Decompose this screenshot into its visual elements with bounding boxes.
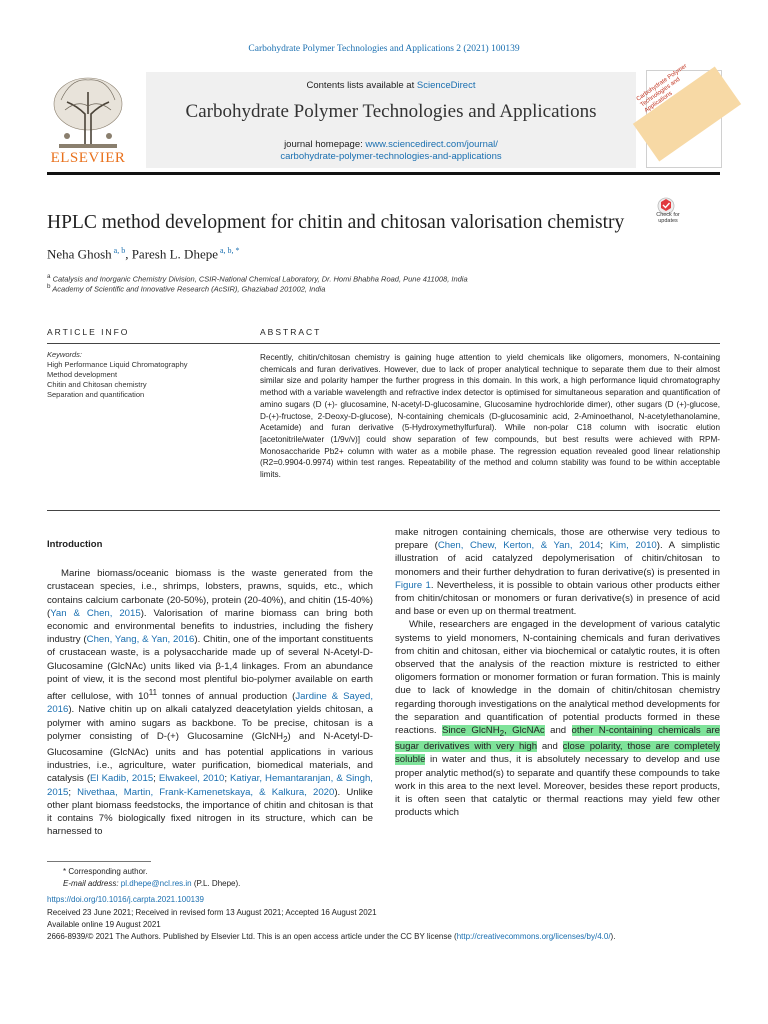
footnote-rule [47,861,151,862]
available-online: Available online 19 August 2021 [47,919,161,929]
text-highlight: other N-containing chemicals are sugar derivatives with very high [395,725,720,753]
citation-link[interactable]: Chen, Yang, & Yan, 2016 [86,634,195,646]
paper-title: HPLC method development for chitin and chitosan valorisation chemistry [47,212,625,233]
homepage-link-2[interactable]: carbohydrate-polymer-technologies-and-applications [280,151,502,162]
citation-link[interactable]: Jardine & Sayed, 2016 [47,691,373,716]
keyword-item: Chitin and Chitosan chemistry [47,380,147,389]
footnotes [47,866,727,943]
section-rule-bottom [47,510,720,511]
citation-link[interactable]: El Kadib, 2015 [90,773,154,785]
keyword-item: Method development [47,370,118,379]
citation-link[interactable]: Kim, 2010 [609,540,657,552]
received-dates: Received 23 June 2021; Received in revised form 13 August 2021; Accepted 16 August 2021 [47,907,377,917]
cover-title: Carbohydrate Polymer Technologies and Applications [635,63,689,115]
journal-cover [635,63,722,168]
license-line: 2666-8939/© 2021 The Authors. Published by Elsevier Ltd. This is an open access article under the CC BY license (http://creativecommons.org/licenses/by/4.0/). [47,932,616,942]
body-paragraph: While, researchers are engaged in the development of various catalytic systems to yield monomers, N-containing chemicals and furan derivatives from chitin and chitosan, either via biochemical or catalytic routes, it is often observed that the analysis of the reaction mixture is restricted to either oligomers formation or monomer formation or furan formation. This is mainly due to lack of knowledge in the domain of chitin/chitosan chemistry regarding thorough investigations on the analytical method developments for the separation and quantification of potential products formed in these reactions. Since GlcNH$_2$, GlcNAc and other N-containing chemicals are sugar derivatives with very high and close polarity, those are completely soluble in water and thus, it is absolutely necessary to develop and use proper analytic method(s) to separate and quantify these compounds to take work in this area to the next level. Moreover, besides these report products, it is often seen that catalytic or thermal reactions may yield few other products which [395,619,720,819]
email-note: E-mail address: pl.dhepe@ncl.res.in (P.L. Dhepe). [63,879,241,889]
introduction-heading: Introduction [47,539,103,550]
figure-link[interactable]: Figure 1 [395,579,431,591]
homepage-link-1[interactable]: www.sciencedirect.com/journal/ [365,139,498,150]
header-rule [47,172,720,175]
citation-link[interactable]: Chen, Chew, Kerton, & Yan, 2014 [437,540,601,552]
check-for-updates-label[interactable]: Check for updates [656,212,680,224]
text-highlight: close polarity, those are completely soluble [395,741,720,766]
keywords-label: Keywords: [47,350,83,359]
text-highlight: Since GlcNH$_2$, GlcNAc [442,725,545,738]
license-link[interactable]: http://creativecommons.org/licenses/by/4.0/ [456,932,611,942]
citation-link[interactable]: Yan & Chen, 2015 [50,607,141,619]
body-column-left [47,538,373,838]
author-name[interactable]: Neha Ghosh [47,246,112,262]
publisher-wordmark: ELSEVIER [50,150,126,166]
keywords-block [47,350,237,400]
author-name[interactable]: Paresh L. Dhepe [131,246,218,262]
journal-title: Carbohydrate Polymer Technologies and Applications [185,101,597,122]
corresponding-author-note: * Corresponding author. [63,867,148,876]
abstract-heading: ABSTRACT [260,327,322,337]
citation-link[interactable]: Katiyar, Hemantaranjan, & Singh, 2015 [47,773,373,798]
contents-line: Contents lists available at ScienceDirect [306,80,476,91]
affiliation-a: $^a$ Catalysis and Inorganic Chemistry Division, CSIR-National Chemical Laboratory, Dr. Homi Bhabha Road, Pune 411008, India [47,273,468,284]
running-head: Carbohydrate Polymer Technologies and Applications 2 (2021) 100139 [248,44,520,54]
abstract-text: Recently, chitin/chitosan chemistry is gaining huge attention to yield chemicals like oligomers, monomers, N-containing chemicals and furan derivatives. However, due to lack of proper analytical technique to separate them due to their almost similar size and polarity hamper the further progress in this domain. In this work, a high performance liquid chromatography method with a variable wavelength and refractive index detector is optimised for simultaneous separation and quantification of amino sugars (D (+)- glucosamine, N-acetyl-D-glucosamine, Glucosamine hydrochloride dimer), other sugars (D (+)-glucose, D-(+)-fructose, 2-Deoxy-D-glucose), N-containing chemicals (D-glucosaminic acid, 2-Aminoethanol, N-acetylethanolamine, Acetamide) and furan derivative (5-Hydroxymethylfurfural). While non-polar C18 column with isocratic elution [acetonitrile/water (1/9v/v)] could show separation of few compounds, but best results were achieved with RPM-Monosaccharide Pb2+ column with water as a mobile phase. The regression equation revealed good linear relationship (R2=0.9904-0.9974) within test ranges. Repeatability of the method and column stability was found to be within acceptable limits. [260,353,720,480]
intro-paragraph: Marine biomass/oceanic biomass is the waste generated from the crustacean species, i.e., shrimps, lobsters, prawns, squids, etc., which contains calcium carbonate (20-50%), protein (20-40%), and chitin (15-40%) (Yan & Chen, 2015). Valorisation of marine biomass can bring both economic and environmental benefits to industries, including the fishery industry (Chen, Yang, & Yan, 2016). Chitin, one of the important constituents of crustacean waste, is a polysaccharide made up of several N-Acetyl-D-Glucosamine (GlcNAc) units liked via β-1,4 linkages. From an abundance point of view, it is the second most plentiful bio-polymer available on earth after cellulose, with $10^{11}$ tonnes of annual production (Jardine & Sayed, 2016). Native chitin up on alkali catalyzed deacetylation yields chitosan, a polymer with amino sugars as backbone. To be precise, chitosan is a polymer consisting of D-(+) Glucosamine (GlcNH$_2$) and N-Acetyl-D-Glucosamine (GlcNAc) units and has potential applications in various industries, i.e., agriculture, water purification, biomedical materials, and catalysis (El Kadib, 2015; Elwakeel, 2010; Katiyar, Hemantaranjan, & Singh, 2015; Nivethaa, Martin, Frank-Kamenetskaya, & Kalkura, 2020). Unlike other plant biomass feedstocks, the importance of chitin and chitosan is that it contains 7% biologically fixed nitrogen in its structure, which can be harnessed to [47,568,374,838]
body-paragraph: make nitrogen containing chemicals, those are otherwise very tedious to prepare (Chen, Chew, Kerton, & Yan, 2014; Kim, 2010). A simplistic illustration of acid catalyzed depolymerisation of chitin/chitosan to monomers and their further dehydration to furan derivative(s) is presented in Figure 1. Nevertheless, it is possible to obtain various other products either from chitin/chitosan or monomers or furan derivative(s) in presence of acid and base or even up on thermal treatment. [395,527,720,618]
doi-link[interactable]: https://doi.org/10.1016/j.carpta.2021.100139 [47,895,205,905]
keyword-item: High Performance Liquid Chromatography [47,360,188,369]
sciencedirect-link[interactable]: ScienceDirect [416,80,476,91]
email-link[interactable]: pl.dhepe@ncl.res.in [120,879,192,889]
article-info-heading: ARTICLE INFO [47,327,130,337]
body-column-right [395,526,720,819]
author-list: Neha Ghosh $^{a, b}$, Paresh L. Dhepe $^{a, b, *}$ [47,246,240,262]
citation-link[interactable]: Nivethaa, Martin, Frank-Kamenetskaya, & Kalkura, 2020 [77,786,335,798]
section-rule-top [47,343,720,344]
citation-link[interactable]: Elwakeel, 2010 [158,773,225,785]
keyword-item: Separation and quantification [47,390,145,399]
affiliation-b: $^b$ Academy of Scientific and Innovative Research (AcSIR), Ghaziabad 201002, India [47,283,326,294]
journal-homepage: journal homepage: www.sciencedirect.com/journal/ carbohydrate-polymer-technologies-and-applications [280,139,502,162]
